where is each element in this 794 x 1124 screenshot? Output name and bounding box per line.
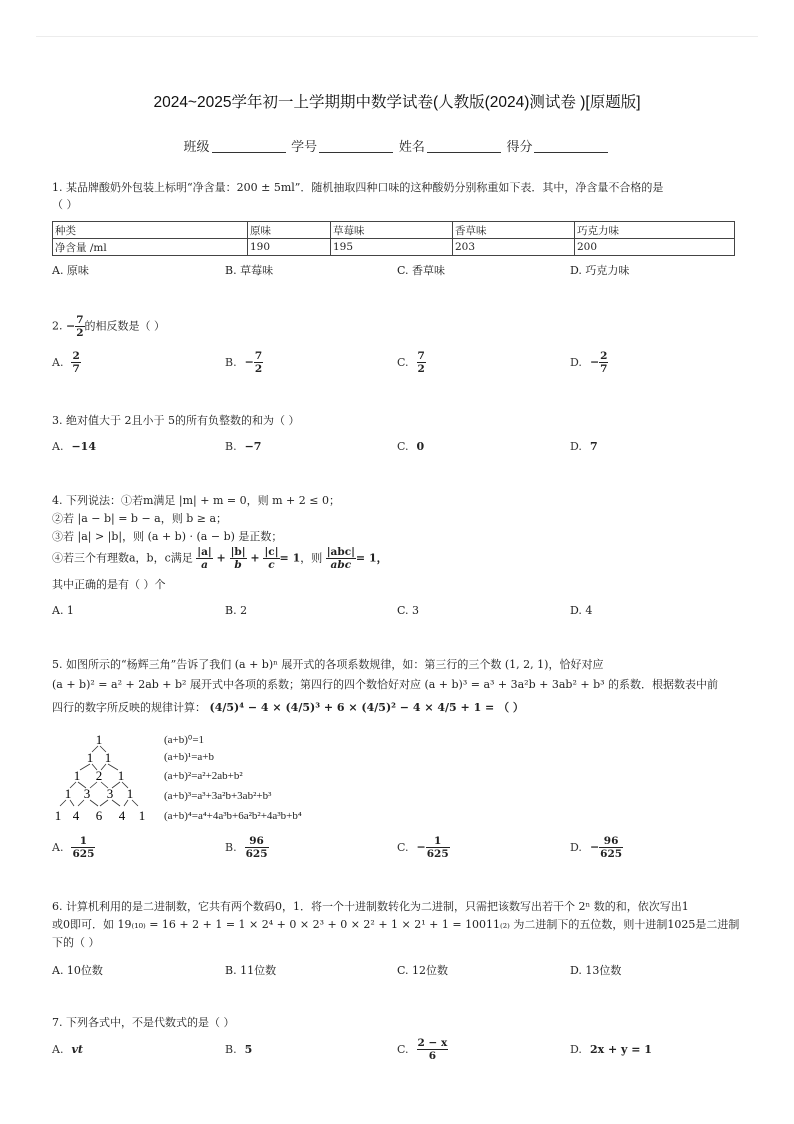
q6-option-c[interactable]: C. 12位数 xyxy=(397,964,449,977)
triangle-number: 1 xyxy=(104,750,112,765)
table-cell: 203 xyxy=(453,239,575,256)
fraction-denominator: 2 xyxy=(417,363,425,375)
table-cell: 香草味 xyxy=(453,222,575,239)
q2-stem xyxy=(52,314,165,339)
q4-option-b[interactable]: B. 2 xyxy=(225,604,248,617)
option-fraction xyxy=(254,350,263,375)
table-cell: 种类 xyxy=(53,222,248,239)
fraction-numerator: 96 xyxy=(603,835,619,847)
fraction-denominator: 7 xyxy=(600,363,608,375)
q2-neg-sign: − xyxy=(66,319,76,333)
table-cell: 200 xyxy=(575,239,735,256)
option-sign: − xyxy=(244,355,254,369)
option-label: A. xyxy=(52,840,64,854)
q5-option-b[interactable] xyxy=(225,835,269,860)
q4-frac-c xyxy=(263,546,279,571)
q1-option-b[interactable]: B. 草莓味 xyxy=(225,264,274,277)
q6-option-b[interactable]: B. 11位数 xyxy=(225,964,277,977)
fraction-numerator: |c| xyxy=(264,546,279,558)
option-value: 5 xyxy=(244,1043,253,1056)
q4-option-c[interactable]: C. 3 xyxy=(397,604,420,617)
fraction-numerator: 96 xyxy=(249,835,264,847)
option-label: C. xyxy=(397,840,409,854)
q3-option-c[interactable] xyxy=(397,440,424,453)
top-rule xyxy=(36,36,758,37)
q6-line1: 6. 计算机利用的是二进制数，它共有两个数码0，1．将一个十进制数转化为二进制，只需把该数写出若干个 2ⁿ 数的和，依次写出1 xyxy=(52,900,689,913)
option-sign: − xyxy=(589,355,600,369)
table-cell: 195 xyxy=(331,239,453,256)
fraction-denominator: abc xyxy=(326,558,356,571)
q2-option-d[interactable] xyxy=(570,350,608,375)
q1-option-c[interactable]: C. 香草味 xyxy=(397,264,446,277)
q4-line4-text-b: ，则 xyxy=(300,551,323,565)
q4-line3: ③若 |a| > |b|，则 (a + b) · (a − b) 是正数； xyxy=(52,530,283,543)
option-label: C. xyxy=(397,440,409,453)
q2-stem-tail: 的相反数是（ ） xyxy=(84,319,166,333)
q6-option-a[interactable]: A. 10位数 xyxy=(52,964,103,977)
fraction-numerator: 2 xyxy=(72,350,80,362)
option-value: vt xyxy=(71,1043,83,1056)
fraction-denominator: 625 xyxy=(72,848,95,860)
option-label: B. xyxy=(225,1043,237,1056)
triangle-number: 4 xyxy=(72,808,80,823)
option-fraction xyxy=(426,835,450,860)
name-blank[interactable] xyxy=(427,140,501,153)
q1-table xyxy=(52,221,735,256)
option-label: B. xyxy=(225,440,237,453)
score-label: 得分 xyxy=(506,139,533,154)
expansion-2: (a+b)²=a²+2ab+b² xyxy=(164,770,243,782)
table-cell: 草莓味 xyxy=(331,222,453,239)
q2-fraction xyxy=(75,314,84,339)
fraction-numerator: 2 − x xyxy=(417,1037,448,1049)
fraction-numerator: 1 xyxy=(434,835,442,847)
number-label: 学号 xyxy=(291,139,318,154)
q4-line4-text-c: = 1， xyxy=(355,551,388,565)
q3-stem: 3. 绝对值大于 2且小于 5的所有负整数的和为（ ） xyxy=(52,414,300,427)
option-value: −14 xyxy=(71,440,96,453)
expansion-0: (a+b)⁰=1 xyxy=(164,734,205,746)
fraction-denominator: 7 xyxy=(72,363,80,375)
option-fraction xyxy=(71,835,95,860)
option-fraction xyxy=(245,835,269,860)
triangle-number: 1 xyxy=(86,750,94,765)
fraction-denominator: 6 xyxy=(417,1049,449,1062)
table-row xyxy=(53,239,735,256)
q5-option-c[interactable] xyxy=(397,835,450,860)
q3-option-d[interactable] xyxy=(570,440,598,453)
option-label: C. xyxy=(397,1042,409,1056)
q5-option-a[interactable] xyxy=(52,835,95,860)
option-label: B. xyxy=(225,355,237,369)
q5-option-d[interactable] xyxy=(570,835,623,860)
fraction-numerator: 1 xyxy=(79,835,88,847)
table-cell: 净含量 /ml xyxy=(53,239,248,256)
q1-option-d[interactable]: D. 巧克力味 xyxy=(570,264,630,277)
q1-stem-line2: （ ） xyxy=(52,198,78,211)
table-cell: 巧克力味 xyxy=(575,222,735,239)
q1-option-a[interactable]: A. 原味 xyxy=(52,264,89,277)
option-fraction xyxy=(599,835,623,860)
triangle-number: 1 xyxy=(138,808,146,823)
q4-line2: ②若 |a − b| = b − a，则 b ≥ a； xyxy=(52,512,228,525)
q7-option-d[interactable] xyxy=(570,1043,652,1056)
triangle-number: 1 xyxy=(54,808,62,823)
option-fraction xyxy=(417,1037,449,1062)
page-title: 2024~2025学年初一上学期期中数学试卷(人教版(2024)测试卷 )[原题版] xyxy=(153,94,641,111)
fraction-denominator: c xyxy=(263,558,279,571)
q4-line4: ④若三个有理数a，b，c满足 $\frac{|a|}{a}$ + $\frac{|b|}{b}$ + $\frac{|c|}{c}$ = 1，则 $\frac{\text{|abc|}}{\text{abc}}$ = 1， xyxy=(52,546,388,571)
triangle-number: 1 xyxy=(95,732,103,747)
triangle-number: 4 xyxy=(118,808,126,823)
triangle-number: 1 xyxy=(117,768,125,783)
score-blank[interactable] xyxy=(534,140,608,153)
triangle-number: 1 xyxy=(64,786,72,801)
class-label: 班级 xyxy=(183,139,210,154)
option-sign: − xyxy=(589,840,600,854)
triangle-number: 6 xyxy=(95,808,103,823)
triangle-number: 1 xyxy=(126,786,134,801)
triangle-number: 3 xyxy=(83,786,91,801)
expansion-4: (a+b)⁴=a⁴+4a³b+6a²b²+4a³b+b⁴ xyxy=(164,810,302,822)
q7-option-b[interactable] xyxy=(225,1043,252,1056)
q4-line1: 4. 下列说法：①若m满足 |m| + m = 0，则 m + 2 ≤ 0； xyxy=(52,494,340,507)
triangle-number: 3 xyxy=(106,786,114,801)
fraction-denominator: 625 xyxy=(245,848,268,860)
q1-stem-line1: 1. 某品牌酸奶外包装上标明“净含量：200 ± 5ml”．随机抽取四种口味的这种酸奶分别称重如下表．其中，净含量不合格的是 xyxy=(52,181,664,194)
option-label: A. xyxy=(52,440,64,453)
class-blank[interactable] xyxy=(212,140,286,153)
option-value: −7 xyxy=(244,440,262,453)
fraction-numerator: |a| xyxy=(197,546,212,558)
table-cell: 190 xyxy=(248,239,331,256)
fraction-denominator: 2 xyxy=(76,327,84,339)
yanghui-triangle xyxy=(50,730,160,826)
fraction-numerator: |abc| xyxy=(326,546,355,558)
q5-expression: (4/5)⁴ − 4 × (4/5)³ + 6 × (4/5)² − 4 × 4/5 + 1 = （ ） xyxy=(209,701,524,714)
q2-number: 2. xyxy=(52,319,63,333)
q4-frac-a xyxy=(196,546,212,571)
q6-line3: 下的（ ） xyxy=(52,936,100,949)
q2-option-c[interactable] xyxy=(397,350,426,375)
q4-line4-text: ④若三个有理数a，b，c满足 xyxy=(52,551,193,565)
q3-option-b[interactable] xyxy=(225,440,261,453)
fraction-denominator: b xyxy=(230,558,247,571)
fraction-numerator: 7 xyxy=(254,350,263,362)
q5-line1: 5. 如图所示的“杨辉三角”告诉了我们 (a + b)ⁿ 展开式的各项系数规律，如：第三行的三个数 (1, 2, 1)，恰好对应 xyxy=(52,658,604,671)
q4-frac-b xyxy=(230,546,247,571)
q6-option-d[interactable]: D. 13位数 xyxy=(570,964,622,977)
fraction-numerator: |b| xyxy=(230,546,246,558)
option-value: 7 xyxy=(589,440,598,453)
table-cell: 原味 xyxy=(248,222,331,239)
fraction-numerator: 2 xyxy=(600,350,608,362)
q7-option-a[interactable] xyxy=(52,1043,83,1056)
q2-option-b[interactable] xyxy=(225,350,263,375)
option-label: C. xyxy=(397,355,409,369)
triangle-number: 2 xyxy=(95,768,103,783)
option-label: D. xyxy=(570,355,582,369)
triangle-numbers xyxy=(55,732,146,823)
q4-eq1: = 1 xyxy=(279,551,301,565)
fraction-denominator: 2 xyxy=(254,363,263,375)
student-info-line xyxy=(0,136,794,155)
q6-line2: 或0即可．如 19₍₁₀₎ = 16 + 2 + 1 = 1 × 2⁴ + 0 × 2³ + 0 × 2² + 1 × 2¹ + 1 = 10011₍₂₎ 为二进制下的五位数，则十进制1025是二进制 xyxy=(52,918,740,931)
q2-option-a[interactable] xyxy=(52,350,81,375)
name-label: 姓名 xyxy=(398,139,425,154)
number-blank[interactable] xyxy=(319,140,393,153)
expansion-3: (a+b)³=a³+3a²b+3ab²+b³ xyxy=(164,790,272,802)
triangle-number: 1 xyxy=(73,768,81,783)
fraction-denominator: a xyxy=(196,558,212,571)
option-label: B. xyxy=(225,840,237,854)
option-label: D. xyxy=(570,1043,582,1056)
option-sign: − xyxy=(416,840,426,854)
option-value: 2x + y = 1 xyxy=(589,1043,652,1056)
option-fraction xyxy=(417,350,426,375)
fraction-denominator: 625 xyxy=(426,848,449,860)
option-value: 0 xyxy=(416,440,425,453)
q4-frac-abc xyxy=(326,546,356,571)
q4-option-a[interactable]: A. 1 xyxy=(52,604,74,617)
q7-stem: 7. 下列各式中，不是代数式的是（ ） xyxy=(52,1016,235,1029)
option-fraction xyxy=(71,350,80,375)
expansion-1: (a+b)¹=a+b xyxy=(164,751,214,763)
option-fraction xyxy=(599,350,608,375)
fraction-numerator: 7 xyxy=(417,350,425,362)
option-label: A. xyxy=(52,355,64,369)
q4-option-d[interactable]: D. 4 xyxy=(570,604,593,617)
q7-option-c[interactable] xyxy=(397,1037,448,1062)
option-label: A. xyxy=(52,1043,64,1056)
q5-line3 xyxy=(52,699,524,717)
fraction-denominator: 625 xyxy=(600,848,623,860)
table-row xyxy=(53,222,735,239)
q4-line5: 其中正确的是有（ ）个 xyxy=(52,578,166,591)
option-label: D. xyxy=(570,440,582,453)
fraction-numerator: 7 xyxy=(76,314,84,326)
q3-option-a[interactable] xyxy=(52,440,96,453)
q5-line3-text: 四行的数字所反映的规律计算： xyxy=(52,701,206,714)
q5-line2: (a + b)² = a² + 2ab + b² 展开式中各项的系数；第四行的四个数恰好对应 (a + b)³ = a³ + 3a²b + 3ab² + b³ 的系数．根据数表中前 xyxy=(52,678,719,691)
option-label: D. xyxy=(570,840,582,854)
